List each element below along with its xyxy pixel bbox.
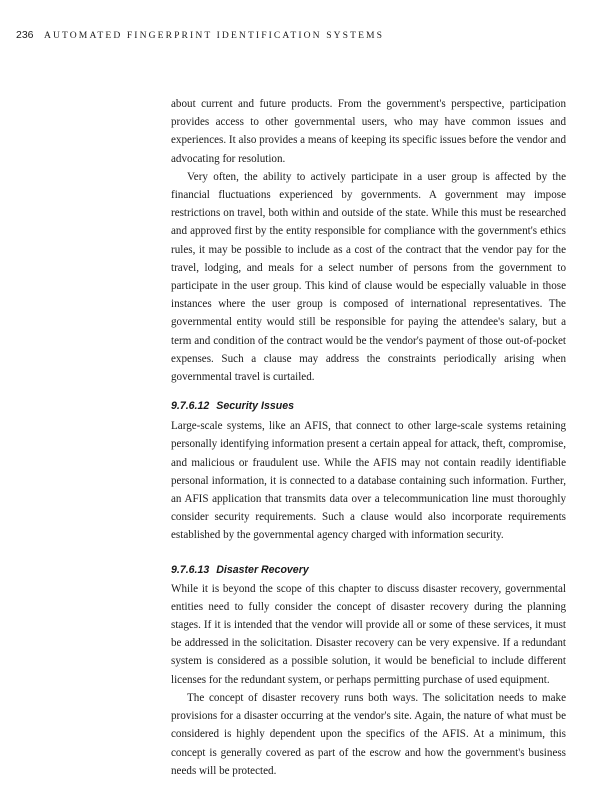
section-number: 9.7.6.12 xyxy=(171,400,210,413)
running-head xyxy=(16,29,384,41)
section-title: Disaster Recovery xyxy=(216,563,309,576)
body-text xyxy=(171,95,566,780)
paragraph-disaster-recovery: While it is beyond the scope of this chapter to discuss disaster recovery, governmental entities need to fully consider the concept of disaster recovery during the planning stages. If it is intended that the vendor will provide all or some of these services, it must be addressed in the solicitation. Disaster recovery can be very expensive. If a redundant system is considered as a possible solution, it would be beneficial to include different licenses for the redundant system, or perhaps permitting purchase of used equipment. xyxy=(171,582,566,686)
paragraph-disaster-recovery-vendor: The concept of disaster recovery runs both ways. The solicitation needs to make provisions for a disaster occurring at the vendor's site. Again, the nature of what must be considered is highly dependent upon the specifics of the AFIS. At a minimum, this concept is generally covered as part of the escrow and how the government's business needs will be protected. xyxy=(171,691,566,777)
section-number: 9.7.6.13 xyxy=(171,563,210,576)
paragraph-security: Large-scale systems, like an AFIS, that connect to other large-scale systems retaining personally identifying information present a certain appeal for attack, theft, compromise, and malicious or fraudulent use. While the AFIS may not contain readily identifiable personal information, it is connected to a database containing such information. Further, an AFIS application that transmits data over a telecommunication line must thoroughly consider security requirements. Such a clause would also incorporate requirements established by the governmental agency charged with information security. xyxy=(171,420,566,542)
page-number: 236 xyxy=(16,29,34,41)
section-heading-disaster-recovery xyxy=(171,562,566,578)
section-title: Security Issues xyxy=(216,400,294,413)
running-title: AUTOMATED FINGERPRINT IDENTIFICATION SYSTEMS xyxy=(43,30,385,41)
paragraph-user-group-travel: Very often, the ability to actively participate in a user group is affected by the financial fluctuations experienced by governments. A government may impose restrictions on travel, both within and outside of the state. While this must be researched and approved first by the entity responsible for compliance with the government's ethics rules, it may be possible to include as a cost of the contract that the vendor pay for the travel, lodging, and meals for a select number of persons from the government to participate in the user group. This kind of clause would be especially valuable in those instances where the user group is composed of international representatives. The governmental entity would still be responsible for paying the attendee's salary, but a term and condition of the contract would be the vendor's payment of those out-of-pocket expenses. Such a clause may address the constraints periodically arising when governmental travel is curtailed. xyxy=(171,170,566,384)
section-heading-security xyxy=(171,398,566,414)
paragraph-continuation: about current and future products. From the government's perspective, participation provides access to other governmental users, who may have common issues and experiences. It also provides a means of keeping its specific issues before the vendor and advocating for resolution. xyxy=(171,98,566,165)
